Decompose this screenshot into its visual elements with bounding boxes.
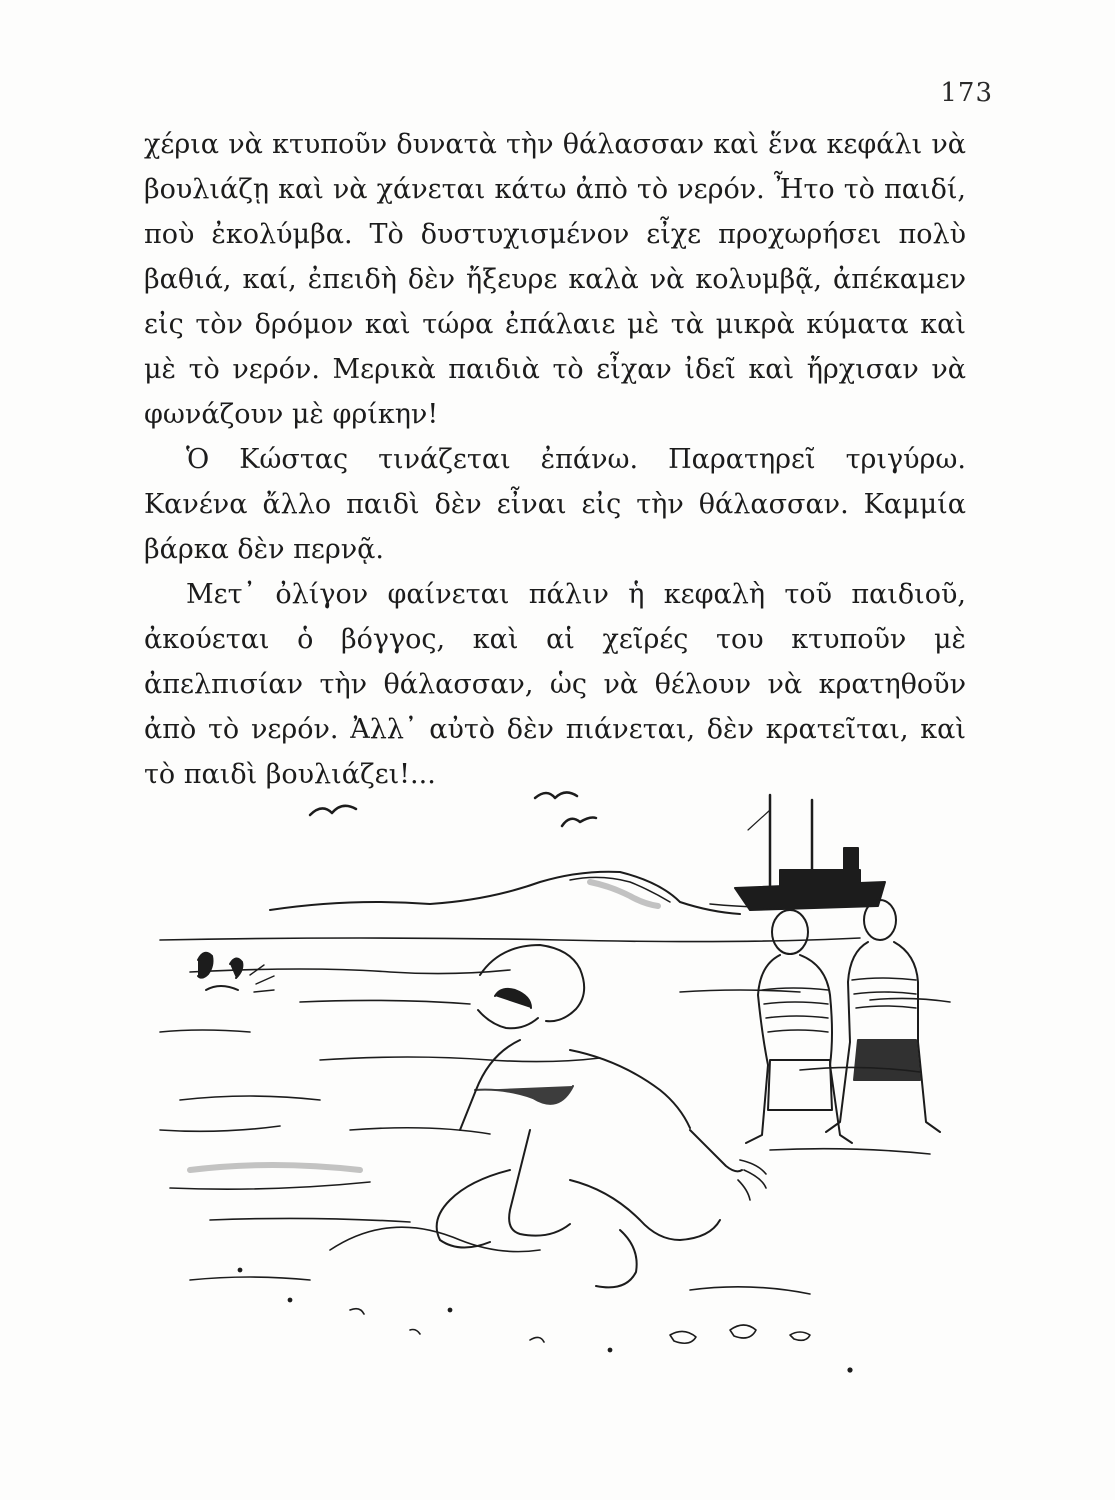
seagulls bbox=[310, 792, 596, 826]
paragraph-kostas: Ὁ Κώστας τινάζεται ἐπάνω. Παρατηρεῖ τριγύρω. Κανένα ἄλλο παιδὶ δὲν εἶναι εἰς τὴν θάλασσαν. Καμμία βάρκα δὲν περνᾷ. bbox=[144, 444, 966, 565]
sitting-boy bbox=[437, 945, 766, 1287]
text-body bbox=[144, 122, 966, 797]
paragraph-drowning: Μετ᾽ ὀλίγον φαίνεται πάλιν ἡ κεφαλὴ τοῦ παιδιοῦ, ἀκούεται ὁ βόγγος, καὶ αἱ χεῖρές του κτυποῦν μὲ ἀπελπισίαν τὴν θάλασσαν, ὡς νὰ θέλουν νὰ κρατηθοῦν ἀπὸ τὸ νερόν. Ἀλλ᾽ αὐτὸ δὲν πιάνεται, δὲν κρατεῖται, καὶ τὸ παιδὶ βουλιάζει!... bbox=[144, 579, 966, 790]
distant-hills bbox=[270, 872, 740, 914]
paragraph-continued: χέρια νὰ κτυποῦν δυνατὰ τὴν θάλασσαν καὶ ἕνα κεφάλι νὰ βουλιάζῃ καὶ νὰ χάνεται κάτω ἀπὸ τὸ νερόν. Ἦτο τὸ παιδί, ποὺ ἐκολύμβα. Τὸ δυστυχισμένον εἶχε προχωρήσει πολὺ βαθιά, καί, ἐπειδὴ δὲν ἤξευρε καλὰ νὰ κολυμβᾷ, ἀπέκαμεν εἰς τὸν δρόμον καὶ τώρα ἐπάλαιε μὲ τὰ μικρὰ κύματα καὶ μὲ τὸ νερόν. Μερικὰ παιδιὰ τὸ εἶχαν ἰδεῖ καὶ ἤρχισαν νὰ φωνάζουν μὲ φρίκην! bbox=[144, 129, 966, 430]
steamship bbox=[710, 795, 885, 910]
sand-details bbox=[190, 1227, 852, 1372]
standing-boys bbox=[746, 900, 940, 1143]
beach-illustration bbox=[150, 770, 980, 1410]
drowning-child bbox=[198, 953, 274, 992]
page-number: 173 bbox=[940, 78, 993, 108]
